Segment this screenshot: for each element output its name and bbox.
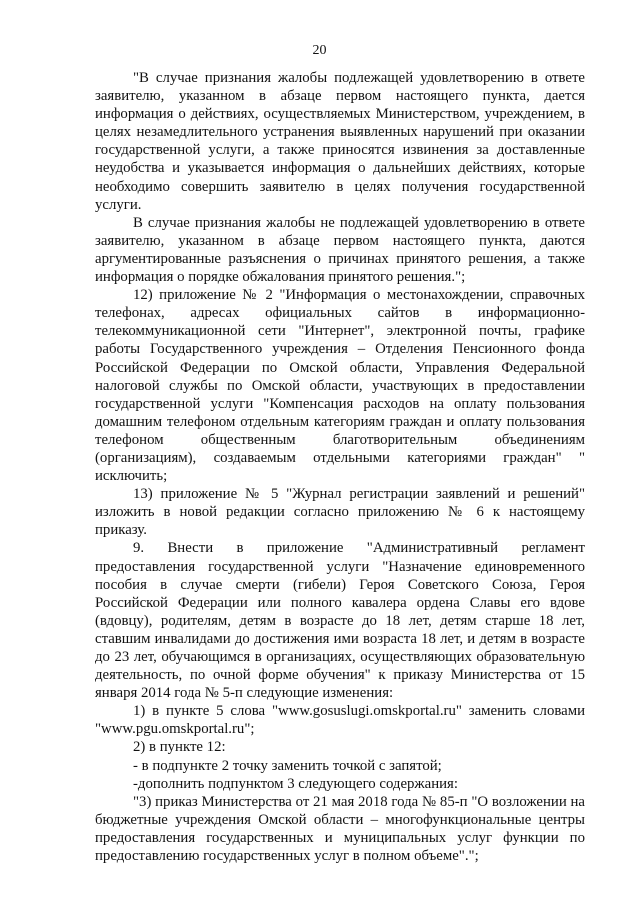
- paragraph-subitem-2-point-a: - в подпункте 2 точку заменить точкой с запятой;: [133, 757, 442, 774]
- paragraph-subitem-2: 2) в пункте 12:: [133, 739, 226, 756]
- paragraph-section-9: 9. Внести в приложение "Административный регламент предоставления государственной услуги "Назначение единовременного пособия в случае смерти (гибели) Героя Советского Союза, Героя Российской Федерации или полного кавалера ордена Славы его вдове (вдовцу), родителям, детям в возрасте до 18 лет, детям старше 18 лет, ставшим инвалидами до достижения ими возраста 18 лет, и детям в возрасте до 23 лет, обучающимся в организациях, осуществляющих образовательную деятельность, по очной форме обучения" к приказу Министерства от 15 января 2014 года № 5-п следующие изменения:: [95, 540, 585, 702]
- paragraph-item-12: 12) приложение № 2 "Информация о местонахождении, справочных телефонах, адресах официальных сайтов в информационно-телекоммуникационной сети "Интернет", электронной почты, графике работы Государственного учреждения – Отделения Пенсионного фонда Российской Федерации по Омской области, Управления Федеральной налоговой службы по Омской области, участвующих в предоставлении государственной услуги "Компенсация расходов на оплату пользования домашним телефоном отдельным категориям граждан и оплату пользования телефоном общественным благотворительным объединениям (организациям), создаваемым отдельными категориями граждан" " исключить;: [95, 287, 585, 485]
- paragraph-subitem-1: 1) в пункте 5 слова "www.gosuslugi.omskportal.ru" заменить словами "www.pgu.omskportal.ru";: [95, 703, 585, 738]
- paragraph-complaint-rejected: В случае признания жалобы не подлежащей удовлетворению в ответе заявителю, указанном в абзаце первом настоящего пункта, даются аргументированные разъяснения о причинах принятого решения, а также информация о порядке обжалования принятого решения.";: [95, 214, 585, 286]
- page-number: 20: [312, 43, 327, 58]
- paragraph-item-13: 13) приложение № 5 "Журнал регистрации заявлений и решений" изложить в новой редакции согласно приложению № 6 к настоящему приказу.: [95, 486, 585, 539]
- document-body: [95, 69, 585, 865]
- paragraph-complaint-satisfied: "В случае признания жалобы подлежащей удовлетворению в ответе заявителю, указанном в абзаце первом настоящего пункта, дается информация о действиях, осуществляемых Министерством, учреждением, в целях незамедлительного устранения выявленных нарушений при оказании государственной услуги, а также приносятся извинения за доставленные неудобства и указывается информация о дальнейших действиях, которые необходимо совершить заявителю в целях получения государственной услуги.: [95, 70, 585, 213]
- paragraph-subitem-2-point-b: -дополнить подпунктом 3 следующего содержания:: [133, 775, 458, 792]
- paragraph-subitem-3-quote: "3) приказ Министерства от 21 мая 2018 года № 85-п "О возложении на бюджетные учреждения Омской области – многофункциональные центры предоставления государственных и муниципальных услуг функции по предоставлению государственных услуг в полном объеме".";: [95, 793, 585, 865]
